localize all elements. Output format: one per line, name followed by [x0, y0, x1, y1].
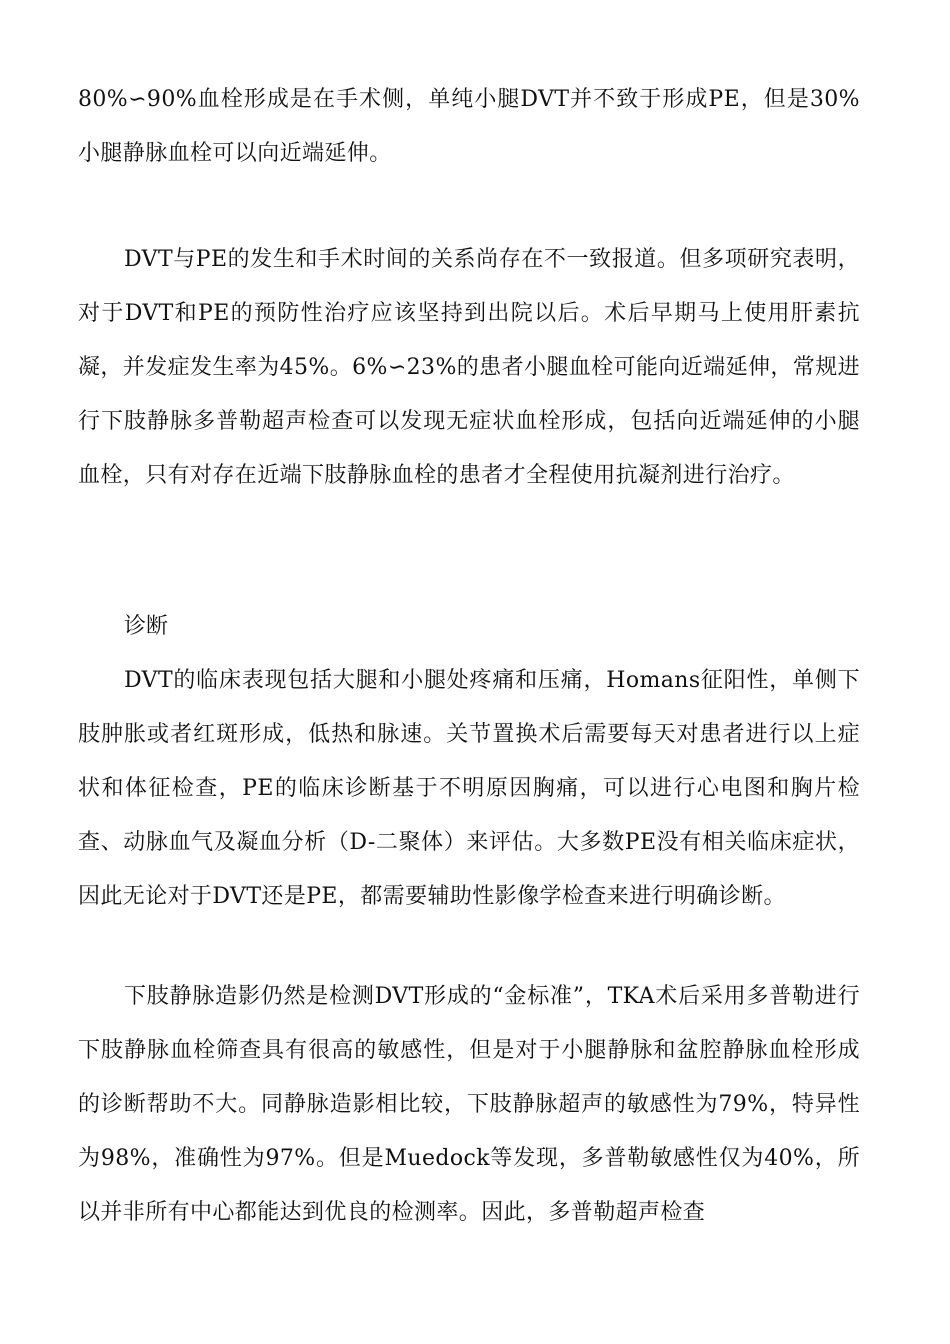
paragraph-dvt-side: 80%∽90%血栓形成是在手术侧，单纯小腿DVT并不致于形成PE，但是30%小腿静脉血栓可以向近端延伸。 [78, 87, 860, 166]
paragraph-dvt-pe-timing: DVT与PE的发生和手术时间的关系尚存在不一致报道。但多项研究表明，对于DVT和PE的预防性治疗应该坚持到出院以后。术后早期马上使用肝素抗凝，并发症发生率为45%。6%∽23%的患者小腿血栓可能向近端延伸，常规进行下肢静脉多普勒超声检查可以发现无症状血栓形成，包括向近端延伸的小腿血栓，只有对存在近端下肢静脉血栓的患者才全程使用抗凝剂进行治疗。 [78, 247, 860, 488]
section-heading-diagnosis: 诊断 [124, 614, 169, 639]
paragraph-clinical-presentation: DVT的临床表现包括大腿和小腿处疼痛和压痛，Homans征阳性，单侧下肢肿胀或者红斑形成，低热和脉速。关节置换术后需要每天对患者进行以上症状和体征检查，PE的临床诊断基于不明原因胸痛，可以进行心电图和胸片检查、动脉血气及凝血分析（D-二聚体）来评估。大多数PE没有相关临床症状，因此无论对于DVT还是PE，都需要辅助性影像学检查来进行明确诊断。 [78, 668, 860, 909]
paragraph-venography: 下肢静脉造影仍然是检测DVT形成的“金标准”，TKA术后采用多普勒进行下肢静脉血栓筛查具有很高的敏感性，但是对于小腿静脉和盆腔静脉血栓形成的诊断帮助不大。同静脉造影相比较，下肢静脉超声的敏感性为79%，特异性为98%，准确性为97%。但是Muedock等发现，多普勒敏感性仅为40%，所以并非所有中心都能达到优良的检测率。因此，多普勒超声检查 [78, 984, 860, 1225]
